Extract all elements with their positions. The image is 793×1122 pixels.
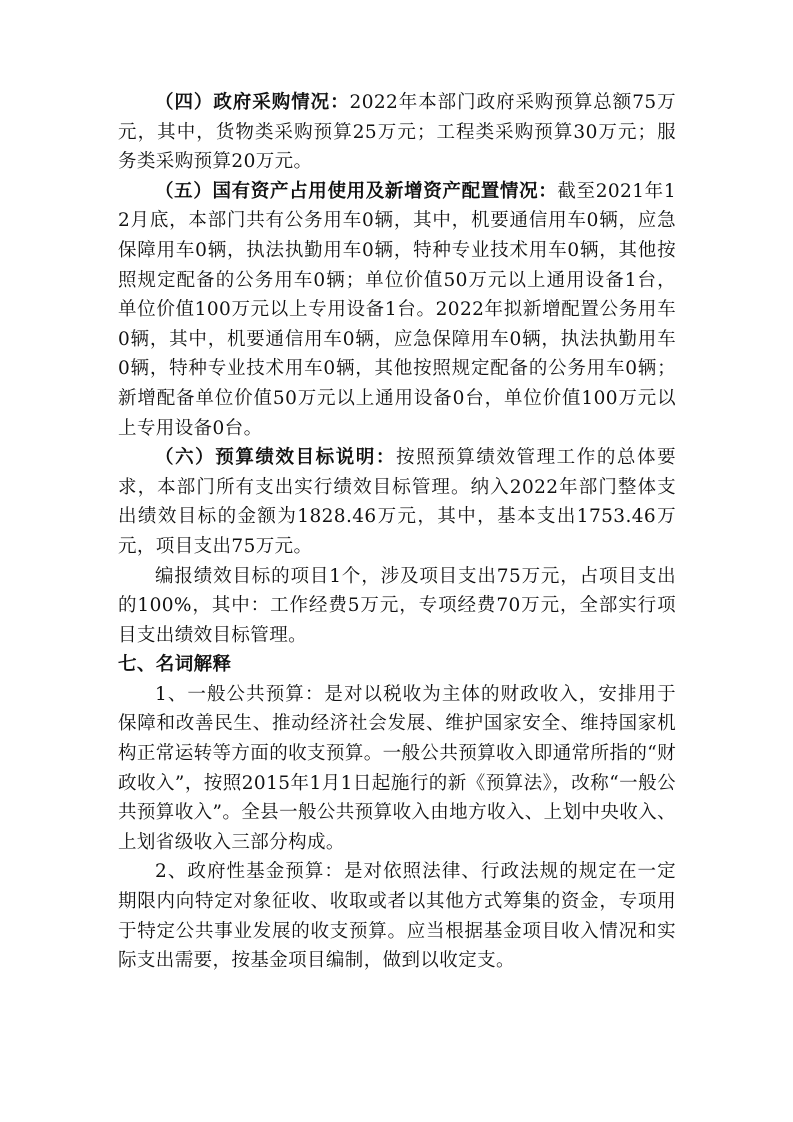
procurement-paragraph (118, 88, 676, 177)
glossary-item-fund-budget: 2、政府性基金预算：是对依照法律、行政法规的规定在一定期限内向特定对象征收、收取或者以其他方式筹集的资金，专项用于特定公共事业发展的收支预算。应当根据基金项目收入情况和实际支出需要，按基金项目编制，做到以收定支。 (118, 861, 676, 972)
procurement-title: （四）政府采购情况： (155, 92, 350, 113)
assets-title: （五）国有资产占用使用及新增资产配置情况： (155, 180, 558, 202)
glossary-item-general-budget: 1、一般公共预算：是对以税收为主体的财政收入，安排用于保障和改善民生、推动经济社会发展、维护国家安全、维持国家机构正常运转等方面的收支预算。一般公共预算收入即通常所指的“财政收入”，按照2015年1月1日起施行的新《预算法》，改称“一般公共预算收入”。全县一般公共预算收入由地方收入、上划中央收入、上划省级收入三部分构成。 (118, 683, 676, 853)
assets-paragraph (118, 177, 676, 443)
performance-paragraph (118, 443, 676, 561)
performance-paragraph-2: 编报绩效目标的项目1个，涉及项目支出75万元，占项目支出的100%，其中：工作经费5万元，专项经费70万元，全部实行项目支出绩效目标管理。 (118, 565, 676, 646)
procurement-text: 2022年本部门政府采购预算总额75万元，其中，货物类采购预算25万元；工程类采购预算30万元；服务类采购预算20万元。 (118, 92, 676, 173)
performance-text: 按照预算绩效管理工作的总体要求，本部门所有支出实行绩效目标管理。纳入2022年部门整体支出绩效目标的金额为1828.46万元，其中，基本支出1753.46万元，项目支出75万元。 (118, 447, 676, 557)
performance-title: （六）预算绩效目标说明： (155, 447, 396, 469)
assets-text: 截至2021年12月底，本部门共有公务用车0辆，其中，机要通信用车0辆，应急保障用车0辆，执法执勤用车0辆，特种专业技术用车0辆，其他按照规定配备的公务用车0辆；单位价值50万元以上通用设备1台，单位价值100万元以上专用设备1台。2022年拟新增配置公务用车0辆，其中，机要通信用车0辆，应急保障用车0辆，执法执勤用车0辆，特种专业技术用车0辆，其他按照规定配备的公务用车0辆；新增配备单位价值50万元以上通用设备0台，单位价值100万元以上专用设备0台。 (118, 180, 676, 439)
glossary-heading: 七、名词解释 (118, 654, 232, 676)
document-page (118, 88, 676, 976)
